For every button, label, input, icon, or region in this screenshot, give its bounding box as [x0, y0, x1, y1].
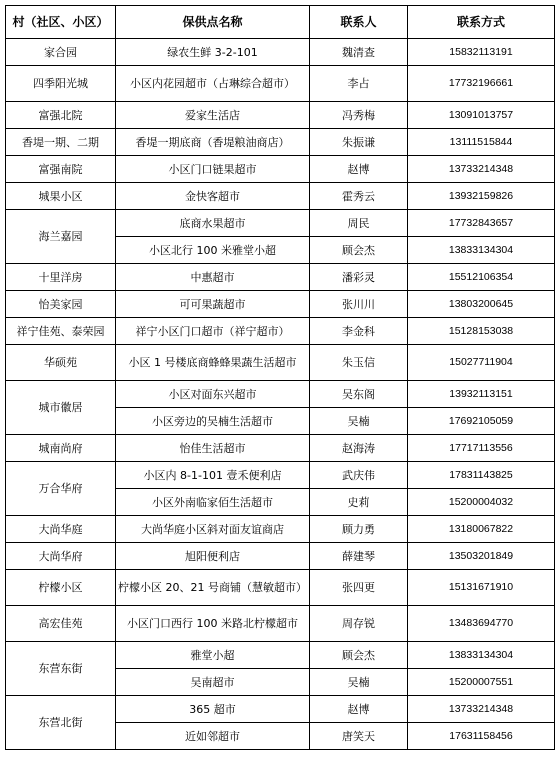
store-cell: 旭阳便利店 — [116, 543, 310, 570]
phone-cell: 13111515844 — [408, 129, 555, 156]
phone-cell: 13091013757 — [408, 102, 555, 129]
supply-points-table — [5, 5, 555, 750]
store-cell: 小区内 8-1-101 壹禾便利店 — [116, 462, 310, 489]
table-row — [6, 345, 555, 381]
community-cell: 四季阳光城 — [6, 66, 116, 102]
contact-cell: 顾力勇 — [310, 516, 408, 543]
table-row — [6, 696, 555, 723]
phone-cell: 13833134304 — [408, 642, 555, 669]
store-cell: 365 超市 — [116, 696, 310, 723]
contact-cell: 吴楠 — [310, 408, 408, 435]
header-phone: 联系方式 — [408, 6, 555, 39]
table-row — [6, 291, 555, 318]
store-cell: 怡佳生活超市 — [116, 435, 310, 462]
community-cell: 城南尚府 — [6, 435, 116, 462]
phone-cell: 17732196661 — [408, 66, 555, 102]
phone-cell: 13803200645 — [408, 291, 555, 318]
store-cell: 可可果蔬超市 — [116, 291, 310, 318]
header-contact: 联系人 — [310, 6, 408, 39]
contact-cell: 赵海涛 — [310, 435, 408, 462]
table-row — [6, 642, 555, 669]
contact-cell: 周民 — [310, 210, 408, 237]
phone-cell: 13932159826 — [408, 183, 555, 210]
contact-cell: 武庆伟 — [310, 462, 408, 489]
contact-cell: 李占 — [310, 66, 408, 102]
table-row — [6, 129, 555, 156]
contact-cell: 唐笑天 — [310, 723, 408, 750]
store-cell: 爱家生活店 — [116, 102, 310, 129]
community-cell: 东营东街 — [6, 642, 116, 696]
contact-cell: 赵博 — [310, 156, 408, 183]
store-cell: 小区门口西行 100 米路北柠檬超市 — [116, 606, 310, 642]
store-cell: 柠檬小区 20、21 号商铺（慧敏超市） — [116, 570, 310, 606]
phone-cell: 17717113556 — [408, 435, 555, 462]
store-cell: 金快客超市 — [116, 183, 310, 210]
table-row — [6, 39, 555, 66]
contact-cell: 魏清查 — [310, 39, 408, 66]
store-cell: 小区 1 号楼底商蜂蜂果蔬生活超市 — [116, 345, 310, 381]
table-row — [6, 102, 555, 129]
contact-cell: 赵博 — [310, 696, 408, 723]
phone-cell: 15200004032 — [408, 489, 555, 516]
contact-cell: 张川川 — [310, 291, 408, 318]
community-cell: 柠檬小区 — [6, 570, 116, 606]
store-cell: 近如邻超市 — [116, 723, 310, 750]
community-cell: 海兰嘉园 — [6, 210, 116, 264]
phone-cell: 15027711904 — [408, 345, 555, 381]
phone-cell: 13180067822 — [408, 516, 555, 543]
phone-cell: 13932113151 — [408, 381, 555, 408]
store-cell: 小区外南临家佰生活超市 — [116, 489, 310, 516]
table-row — [6, 543, 555, 570]
store-cell: 中惠超市 — [116, 264, 310, 291]
community-cell: 十里洋房 — [6, 264, 116, 291]
community-cell: 大尚华庭 — [6, 516, 116, 543]
table-row — [6, 318, 555, 345]
phone-cell: 15200007551 — [408, 669, 555, 696]
contact-cell: 薛建琴 — [310, 543, 408, 570]
phone-cell: 13833134304 — [408, 237, 555, 264]
table-row — [6, 462, 555, 489]
contact-cell: 顾会杰 — [310, 237, 408, 264]
store-cell: 绿农生鲜 3-2-101 — [116, 39, 310, 66]
contact-cell: 顾会杰 — [310, 642, 408, 669]
header-store: 保供点名称 — [116, 6, 310, 39]
community-cell: 富强北院 — [6, 102, 116, 129]
table-header-row — [6, 6, 555, 39]
table-row — [6, 435, 555, 462]
store-cell: 大尚华庭小区斜对面友谊商店 — [116, 516, 310, 543]
contact-cell: 吴楠 — [310, 669, 408, 696]
contact-cell: 朱玉信 — [310, 345, 408, 381]
community-cell: 万合华府 — [6, 462, 116, 516]
community-cell: 祥宁佳苑、泰荣园 — [6, 318, 116, 345]
phone-cell: 13733214348 — [408, 696, 555, 723]
contact-cell: 潘彩灵 — [310, 264, 408, 291]
table-row — [6, 66, 555, 102]
contact-cell: 张四更 — [310, 570, 408, 606]
store-cell: 小区门口链果超市 — [116, 156, 310, 183]
community-cell: 城果小区 — [6, 183, 116, 210]
table-row — [6, 156, 555, 183]
community-cell: 富强南院 — [6, 156, 116, 183]
store-cell: 雅堂小超 — [116, 642, 310, 669]
table-row — [6, 570, 555, 606]
phone-cell: 15131671910 — [408, 570, 555, 606]
table-row — [6, 381, 555, 408]
contact-cell: 周存锐 — [310, 606, 408, 642]
phone-cell: 17732843657 — [408, 210, 555, 237]
phone-cell: 17692105059 — [408, 408, 555, 435]
phone-cell: 15832113191 — [408, 39, 555, 66]
store-cell: 底商水果超市 — [116, 210, 310, 237]
community-cell: 高宏佳苑 — [6, 606, 116, 642]
community-cell: 大尚华府 — [6, 543, 116, 570]
table-row — [6, 606, 555, 642]
store-cell: 小区北行 100 米雅堂小超 — [116, 237, 310, 264]
store-cell: 吴南超市 — [116, 669, 310, 696]
contact-cell: 霍秀云 — [310, 183, 408, 210]
community-cell: 家合园 — [6, 39, 116, 66]
contact-cell: 李金科 — [310, 318, 408, 345]
contact-cell: 吴东阁 — [310, 381, 408, 408]
contact-cell: 史莉 — [310, 489, 408, 516]
table-row — [6, 183, 555, 210]
community-cell: 怡美家园 — [6, 291, 116, 318]
phone-cell: 13733214348 — [408, 156, 555, 183]
store-cell: 小区旁边的吴楠生活超市 — [116, 408, 310, 435]
phone-cell: 17831143825 — [408, 462, 555, 489]
community-cell: 城市徽居 — [6, 381, 116, 435]
header-community: 村（社区、小区） — [6, 6, 116, 39]
table-row — [6, 264, 555, 291]
store-cell: 香堤一期底商（香堤粮油商店） — [116, 129, 310, 156]
phone-cell: 17631158456 — [408, 723, 555, 750]
store-cell: 小区对面东兴超市 — [116, 381, 310, 408]
store-cell: 祥宁小区门口超市（祥宁超市） — [116, 318, 310, 345]
table-row — [6, 210, 555, 237]
community-cell: 华硕苑 — [6, 345, 116, 381]
contact-cell: 朱振谦 — [310, 129, 408, 156]
community-cell: 东营北街 — [6, 696, 116, 750]
store-cell: 小区内花园超市（占琳综合超市） — [116, 66, 310, 102]
contact-cell: 冯秀梅 — [310, 102, 408, 129]
community-cell: 香堤一期、二期 — [6, 129, 116, 156]
table-row — [6, 516, 555, 543]
phone-cell: 15512106354 — [408, 264, 555, 291]
phone-cell: 15128153038 — [408, 318, 555, 345]
phone-cell: 13483694770 — [408, 606, 555, 642]
phone-cell: 13503201849 — [408, 543, 555, 570]
